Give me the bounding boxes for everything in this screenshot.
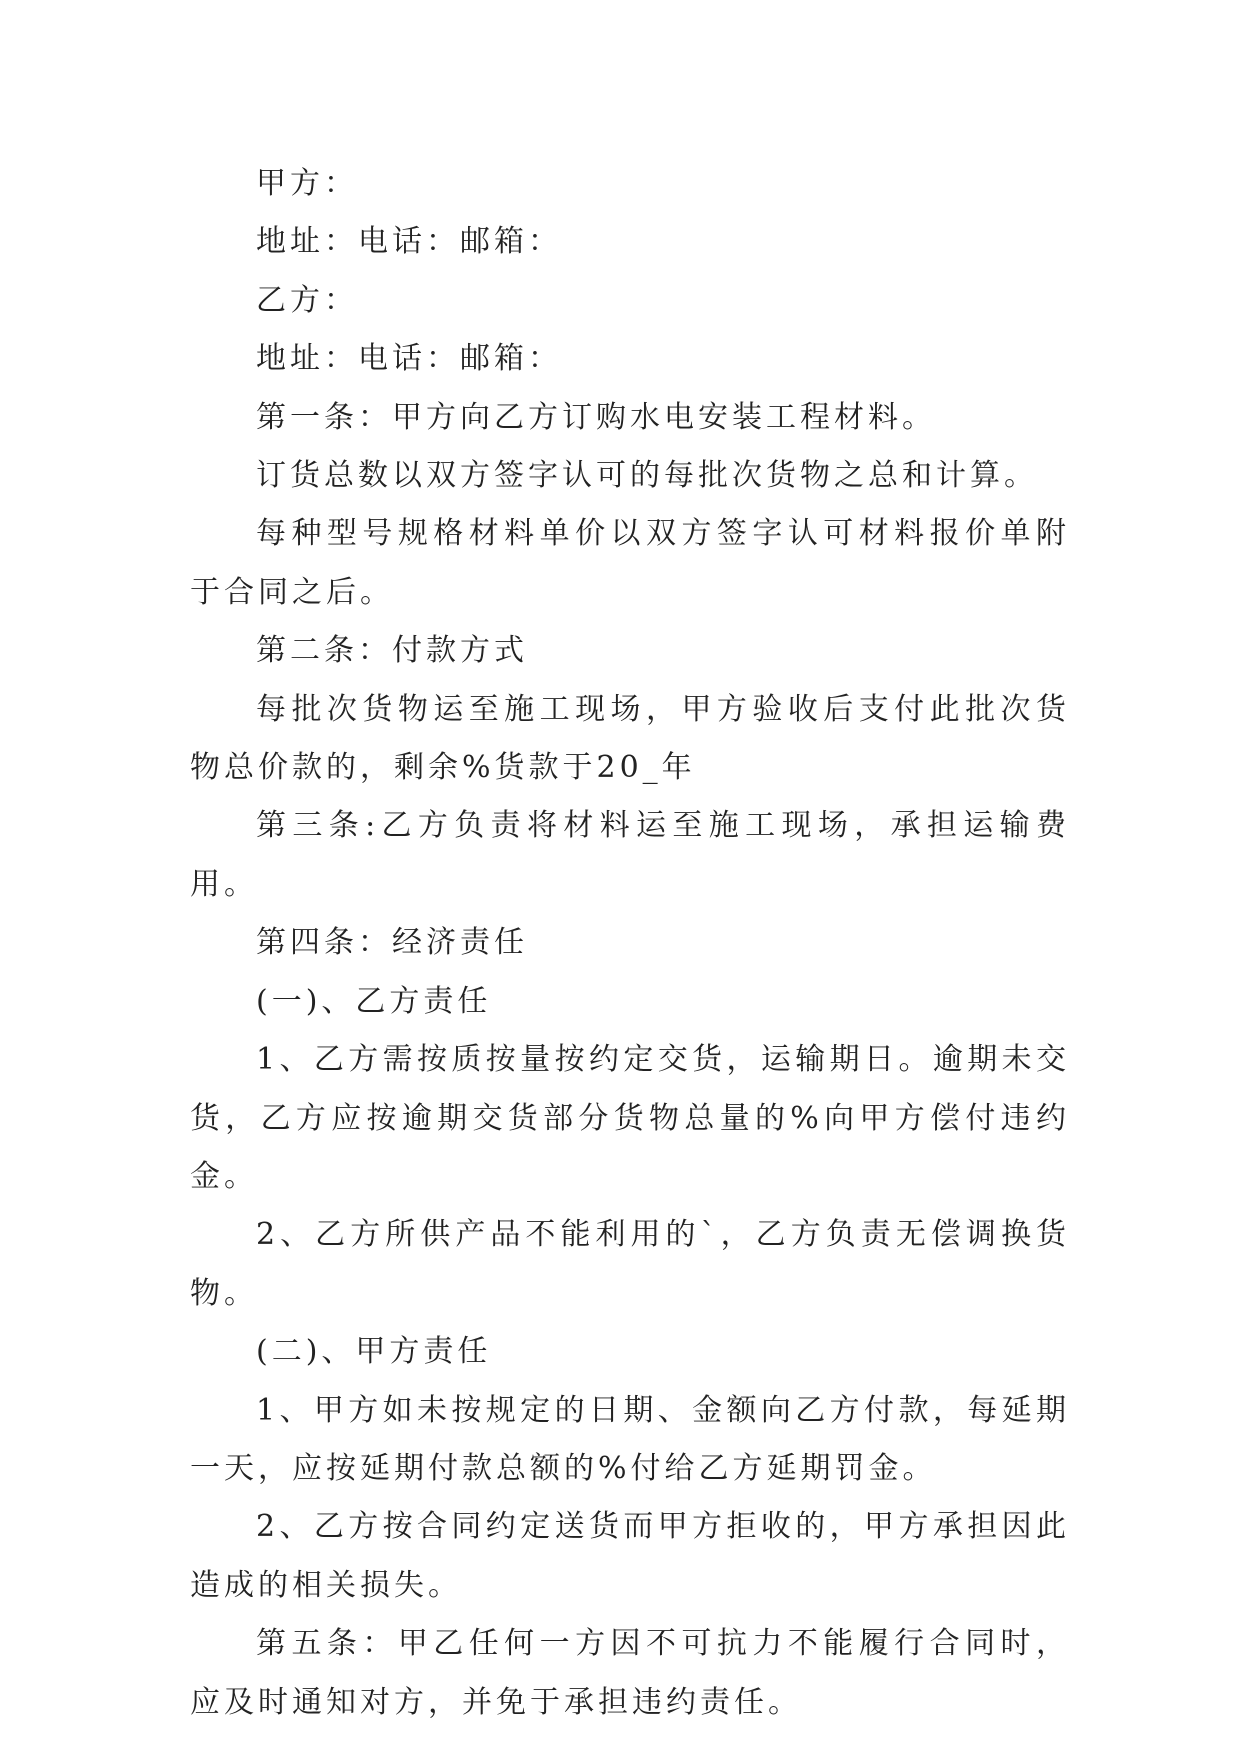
- party-a-liability-1: 1、甲方如未按规定的日期、金额向乙方付款，每延期一天，应按延期付款总额的%付给乙方延期罚金。: [190, 1392, 1070, 1486]
- party-b-liability-heading: (一)、乙方责任: [256, 983, 492, 1019]
- article-2-heading: 第二条：付款方式: [256, 633, 528, 669]
- party-b-liability-2: 2、乙方所供产品不能利用的`，乙方负责无偿调换货物。: [190, 1217, 1070, 1311]
- party-a-liability-heading: (二)、甲方责任: [256, 1334, 492, 1370]
- article-1-unit-price: 每种型号规格材料单价以双方签字认可材料报价单附于合同之后。: [190, 516, 1070, 610]
- party-a-line: 甲方：: [256, 166, 358, 201]
- party-a-contact-line: 地址：电话：邮箱：: [256, 224, 562, 260]
- article-1: 第一条：甲方向乙方订购水电安装工程材料。: [256, 399, 936, 435]
- party-b-liability-1: 1、乙方需按质按量按约定交货，运输期日。逾期未交货，乙方应按逾期交货部分货物总量的%向甲方偿付违约金。: [190, 1042, 1070, 1194]
- party-b-line: 乙方：: [256, 282, 358, 318]
- article-1-order-total: 订货总数以双方签字认可的每批次货物之总和计算。: [256, 458, 1038, 494]
- party-b-contact-line: 地址：电话：邮箱：: [256, 341, 562, 377]
- article-3: 第三条:乙方负责将材料运至施工现场，承担运输费用。: [190, 808, 1070, 902]
- party-a-liability-2: 2、乙方按合同约定送货而甲方拒收的，甲方承担因此造成的相关损失。: [190, 1509, 1070, 1603]
- article-2-payment-terms: 每批次货物运至施工现场，甲方验收后支付此批次货物总价款的，剩余%货款于20_年: [190, 691, 1070, 786]
- article-5: 第五条：甲乙任何一方因不可抗力不能履行合同时，应及时通知对方，并免于承担违约责任。: [190, 1626, 1070, 1720]
- document-body: [190, 155, 1070, 1732]
- article-4-heading: 第四条：经济责任: [256, 925, 528, 961]
